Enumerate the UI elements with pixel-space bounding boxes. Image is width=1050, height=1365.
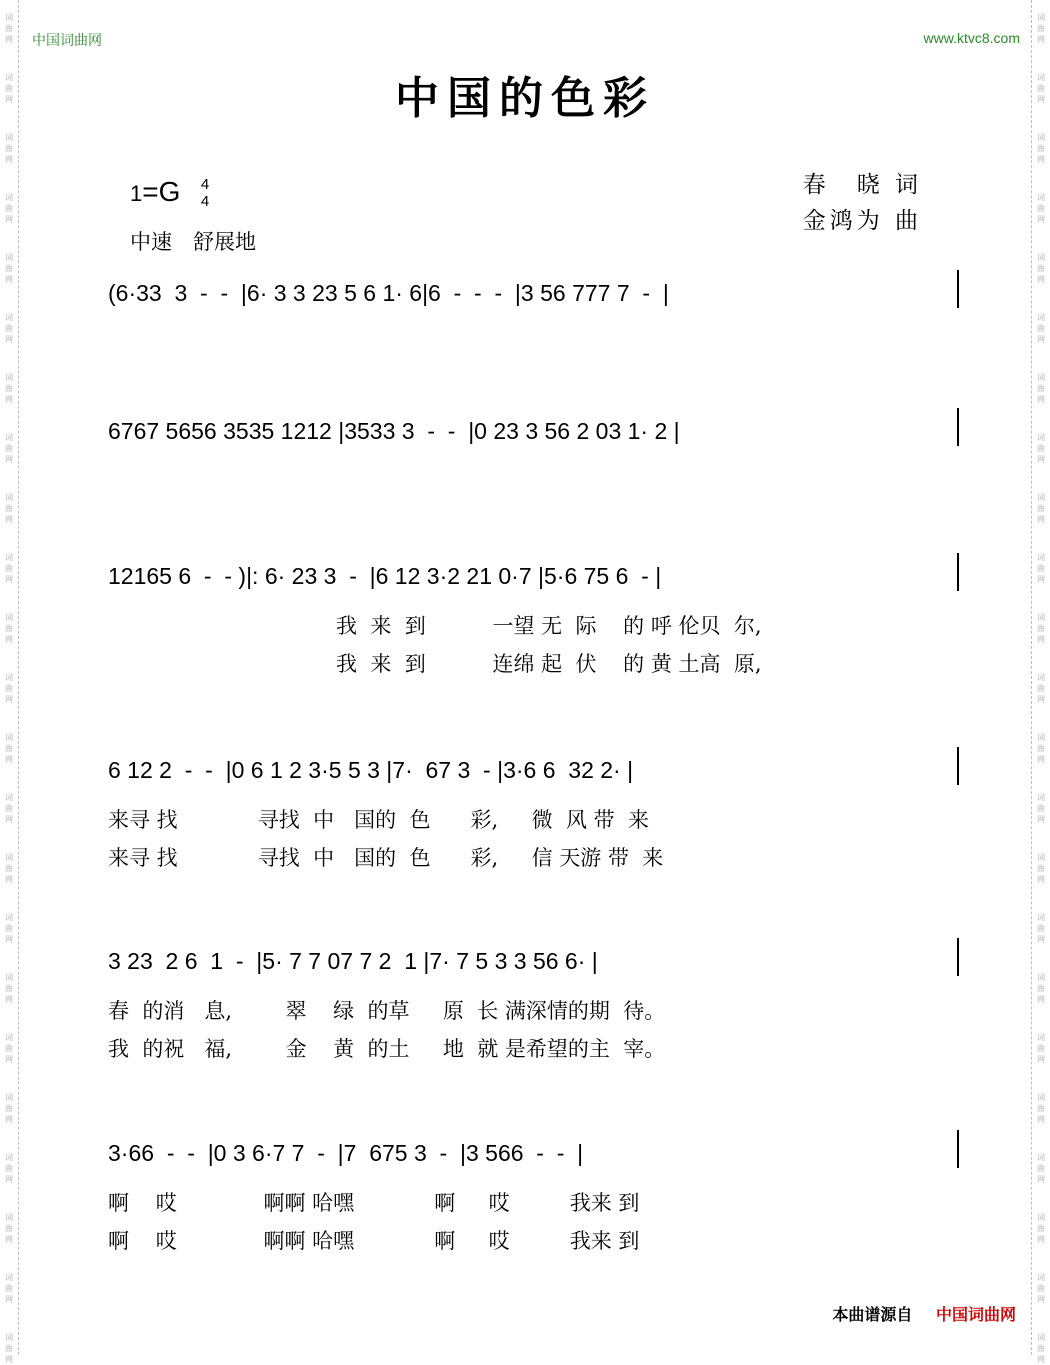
watermark-mark: 词 曲 网 xyxy=(5,133,13,164)
tempo-marking: 中速 舒展地 xyxy=(130,230,256,254)
watermark-mark: 词 曲 网 xyxy=(1037,13,1045,44)
watermark-mark: 词 曲 网 xyxy=(1037,433,1045,464)
watermark-mark: 词 曲 网 xyxy=(1037,193,1045,224)
watermark-mark: 词 曲 网 xyxy=(5,913,13,944)
watermark-mark: 词 曲 网 xyxy=(5,1273,13,1304)
watermark-mark: 词 曲 网 xyxy=(5,1213,13,1244)
barline-6 xyxy=(957,1130,959,1168)
key-name: =G xyxy=(142,176,181,207)
key-tonic: 1 xyxy=(130,181,143,206)
watermark-mark: 词 曲 网 xyxy=(1037,973,1045,1004)
lyrics-line-6-verse-2: 啊 哎 啊啊 哈嘿 啊 哎 我来 到 xyxy=(108,1229,640,1253)
watermark-mark: 词 曲 网 xyxy=(1037,733,1045,764)
notation-line-1: (6·33 3 - - |6· 3 3 23 5 6 1· 6|6 - - - |3 56 777 7 - | xyxy=(108,280,669,306)
site-name-left[interactable]: 中国词曲网 xyxy=(32,32,102,48)
footer-source-label: 本曲谱源自 xyxy=(832,1305,913,1324)
watermark-mark: 词 曲 网 xyxy=(5,1033,13,1064)
watermark-mark: 词 曲 网 xyxy=(1037,1153,1045,1184)
watermark-mark: 词 曲 网 xyxy=(1037,553,1045,584)
footer-source xyxy=(832,1302,1016,1325)
watermark-mark: 词 曲 网 xyxy=(1037,793,1045,824)
watermark-mark: 词 曲 网 xyxy=(5,433,13,464)
lyrics-line-3-verse-2: 我 来 到 连绵 起 伏 的 黄 土高 原, xyxy=(336,652,762,676)
watermark-mark: 词 曲 网 xyxy=(1037,1033,1045,1064)
watermark-mark: 词 曲 网 xyxy=(1037,373,1045,404)
composer-credit: 金鸿为 曲 xyxy=(802,208,922,234)
watermark-mark: 词 曲 网 xyxy=(1037,673,1045,704)
watermark-mark: 词 曲 网 xyxy=(1037,913,1045,944)
key-signature xyxy=(130,176,180,208)
watermark-mark: 词 曲 网 xyxy=(5,613,13,644)
watermark-mark: 词 曲 网 xyxy=(5,13,13,44)
meter-top: 4 xyxy=(200,176,210,193)
notation-line-2: 6767 5656 3535 1212 |3533 3 - - |0 23 3 56 2 03 1· 2 | xyxy=(108,418,680,444)
barline-5 xyxy=(957,938,959,976)
meter-bottom: 4 xyxy=(200,193,210,210)
watermark-mark: 词 曲 网 xyxy=(1037,1273,1045,1304)
notation-line-6: 3·66 - - |0 3 6·7 7 - |7 675 3 - |3 566 - - | xyxy=(108,1140,584,1166)
site-url-right[interactable]: www.ktvc8.com xyxy=(923,30,1020,46)
lyrics-line-5-verse-2: 我 的祝 福, 金 黄 的土 地 就 是希望的主 宰。 xyxy=(108,1037,666,1061)
lyrics-line-5-verse-1: 春 的消 息, 翠 绿 的草 原 长 满深情的期 待。 xyxy=(108,999,666,1023)
watermark-mark: 词 曲 网 xyxy=(5,253,13,284)
lyricist-credit: 春 晓 词 xyxy=(802,172,922,198)
notation-line-3: 12165 6 - - )|: 6· 23 3 - |6 12 3·2 21 0·7 |5·6 75 6 - | xyxy=(108,563,662,589)
watermark-mark: 词 曲 网 xyxy=(5,553,13,584)
barline-2 xyxy=(957,408,959,446)
watermark-mark: 词 曲 网 xyxy=(5,1153,13,1184)
watermark-mark: 词 曲 网 xyxy=(1037,613,1045,644)
watermark-mark: 词 曲 网 xyxy=(5,1333,13,1364)
watermark-mark: 词 曲 网 xyxy=(5,793,13,824)
barline-1 xyxy=(957,270,959,308)
watermark-mark: 词 曲 网 xyxy=(1037,73,1045,104)
watermark-mark: 词 曲 网 xyxy=(5,853,13,884)
notation-line-5: 3 23 2 6 1 - |5· 7 7 07 7 2 1 |7· 7 5 3 3 56 6· | xyxy=(108,948,598,974)
watermark-mark: 词 曲 网 xyxy=(1037,133,1045,164)
watermark-mark: 词 曲 网 xyxy=(1037,253,1045,284)
watermark-mark: 词 曲 网 xyxy=(5,313,13,344)
watermark-mark: 词 曲 网 xyxy=(1037,1333,1045,1364)
watermark-mark: 词 曲 网 xyxy=(1037,313,1045,344)
watermark-mark: 词 曲 网 xyxy=(5,973,13,1004)
watermark-mark: 词 曲 网 xyxy=(1037,1093,1045,1124)
watermark-mark: 词 曲 网 xyxy=(5,193,13,224)
notation-line-4: 6 12 2 - - |0 6 1 2 3·5 5 3 |7· 67 3 - |3·6 6 32 2· | xyxy=(108,757,634,783)
watermark-mark: 词 曲 网 xyxy=(5,1093,13,1124)
watermark-mark: 词 曲 网 xyxy=(5,73,13,104)
barline-3 xyxy=(957,553,959,591)
watermark-mark: 词 曲 网 xyxy=(1037,1213,1045,1244)
lyrics-line-3-verse-1: 我 来 到 一望 无 际 的 呼 伦贝 尔, xyxy=(336,614,762,638)
lyrics-line-4-verse-1: 来寻 找 寻找 中 国的 色 彩, 微 风 带 来 xyxy=(108,808,649,832)
watermark-mark: 词 曲 网 xyxy=(5,373,13,404)
barline-4 xyxy=(957,747,959,785)
lyrics-line-4-verse-2: 来寻 找 寻找 中 国的 色 彩, 信 天游 带 来 xyxy=(108,846,664,870)
watermark-mark: 词 曲 网 xyxy=(5,733,13,764)
watermark-mark: 词 曲 网 xyxy=(1037,853,1045,884)
footer-site-link[interactable]: 中国词曲网 xyxy=(935,1305,1016,1324)
watermark-mark: 词 曲 网 xyxy=(5,493,13,524)
time-signature xyxy=(198,176,212,210)
lyrics-line-6-verse-1: 啊 哎 啊啊 哈嘿 啊 哎 我来 到 xyxy=(108,1191,640,1215)
song-title: 中国的色彩 xyxy=(395,73,655,124)
watermark-mark: 词 曲 网 xyxy=(1037,493,1045,524)
watermark-mark: 词 曲 网 xyxy=(5,673,13,704)
